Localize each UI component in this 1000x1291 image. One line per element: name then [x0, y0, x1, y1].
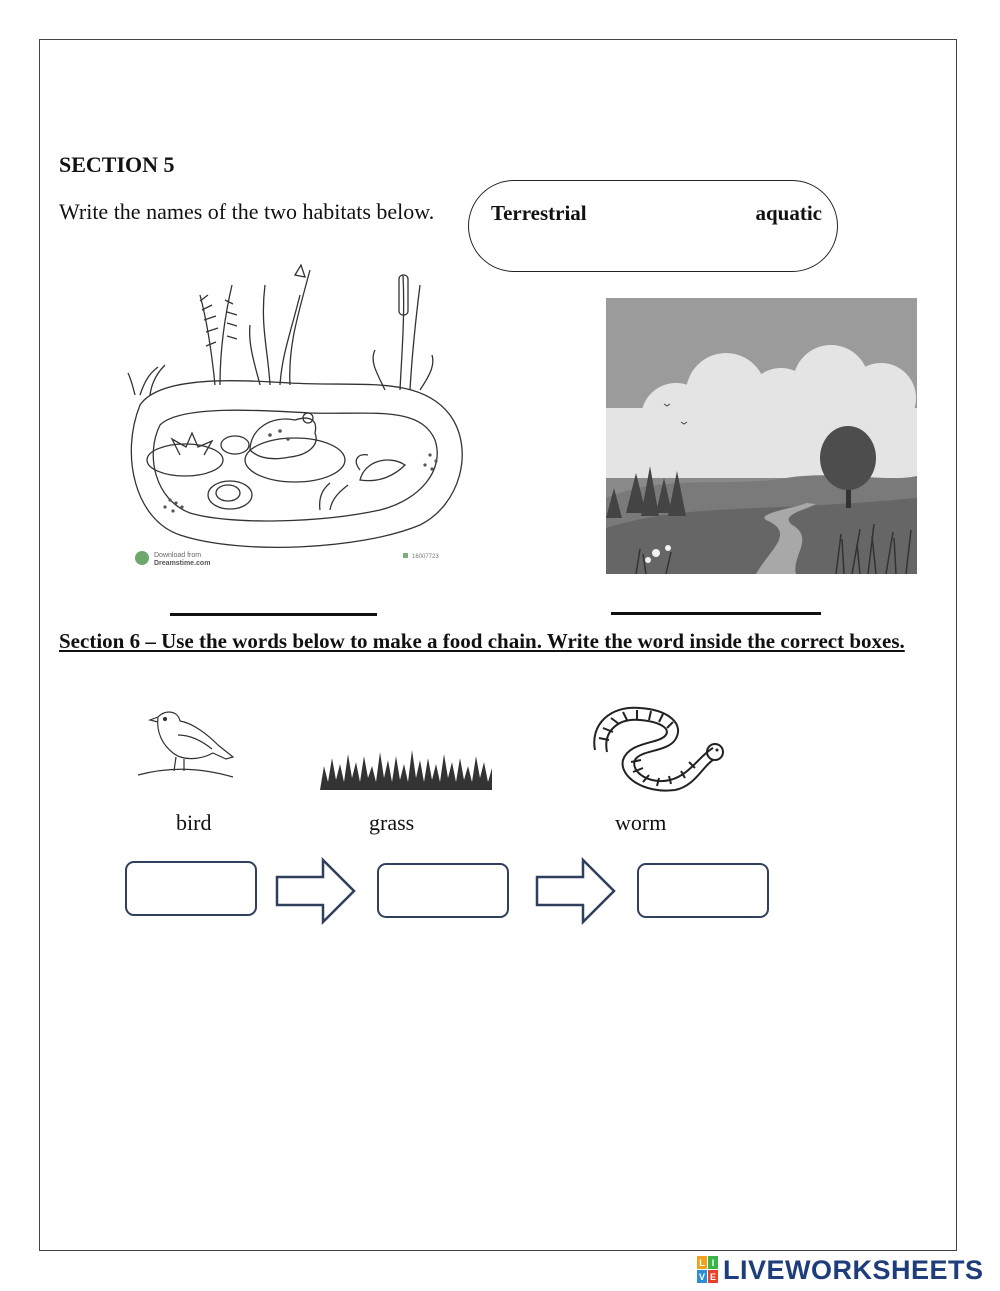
liveworksheets-badge-icon [697, 1256, 719, 1284]
word-bank-aquatic[interactable]: aquatic [755, 201, 822, 225]
liveworksheets-brand: LIVEWORKSHEETS [723, 1254, 984, 1285]
svg-text:E: E [709, 1272, 717, 1282]
section-5-title: SECTION 5 [59, 152, 175, 177]
answer-line-pond[interactable] [170, 613, 377, 616]
bird-image [138, 705, 238, 785]
right-arrow-icon [275, 857, 357, 925]
right-arrow-icon [535, 857, 617, 925]
watermark-brand-text: Dreamstime.com [154, 560, 211, 567]
grass-image [320, 748, 492, 790]
watermark-download-text: Download from [154, 552, 202, 559]
svg-text:I: I [711, 1258, 715, 1268]
word-grass[interactable]: grass [369, 810, 415, 835]
answer-line-land[interactable] [611, 612, 821, 615]
word-bank-terrestrial[interactable]: Terrestrial [491, 201, 587, 225]
svg-text:L: L [699, 1258, 705, 1268]
word-bird[interactable]: bird [176, 810, 212, 835]
svg-text:V: V [698, 1272, 706, 1282]
watermark-id: 16007723 [412, 554, 439, 560]
liveworksheets-logo [697, 1254, 984, 1286]
word-bank [468, 180, 838, 272]
section-5-instruction: Write the names of the two habitats below. [59, 199, 435, 224]
section-6-heading: Section 6 – Use the words below to make a food chain. Write the word inside the correct boxes. [59, 629, 905, 653]
food-chain-box-3[interactable] [637, 863, 769, 918]
worm-image [585, 700, 725, 795]
food-chain-box-2[interactable] [377, 863, 509, 918]
word-worm[interactable]: worm [615, 810, 667, 835]
food-chain-box-1[interactable] [125, 861, 257, 916]
land-habitat-image [606, 298, 917, 574]
pond-habitat-image [120, 255, 470, 580]
